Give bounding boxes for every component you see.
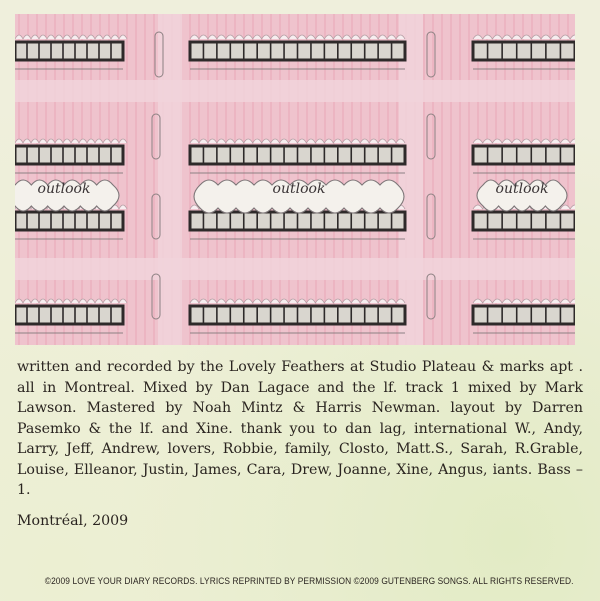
building-windows-drawing [15,14,575,345]
window-pill [427,32,435,77]
cover-illustration [15,14,575,345]
outlook-label: outlook [495,181,549,197]
window-pill [427,274,435,319]
window-pill [427,114,435,159]
awning [15,35,127,39]
window-strip [15,306,123,324]
window-strip [15,42,123,60]
window-strip [15,212,123,230]
place-date: Montréal, 2009 [17,513,129,529]
copyright-notice: ©2009 LOVE YOUR DIARY RECORDS. LYRICS REPRINTED BY PERMISSION ©2009 GUTENBERG SONGS. ALL RIGHTS RESERVED. [45,576,574,586]
street-vertical [399,14,423,345]
outlook-label: outlook [272,181,326,197]
credits-text: written and recorded by the Lovely Feathers at Studio Plateau & marks apt . all in Montreal. Mixed by Dan Lagace and the lf. track 1 mixed by Mark Lawson. Mastered by Noah Mintz & Harris Newman. layout by Darren Pasemko & the lf. and Xine. thank you to dan lag, international W., Andy, Larry, Jeff, Andrew, lovers, Robbie, family, Closto, Matt.S., Sarah, R.Grable, Louise, Elleanor, Justin, James, Cara, Drew, Joanne, Xine, Angus, iants. Bass –1. [17,359,583,498]
awning [15,139,127,143]
street-vertical [158,14,182,345]
street-horizontal [15,258,575,280]
window-strip [15,146,123,164]
street-horizontal [15,80,575,102]
outlook-label: outlook [37,181,91,197]
window-pill [427,194,435,239]
awning [15,299,127,303]
